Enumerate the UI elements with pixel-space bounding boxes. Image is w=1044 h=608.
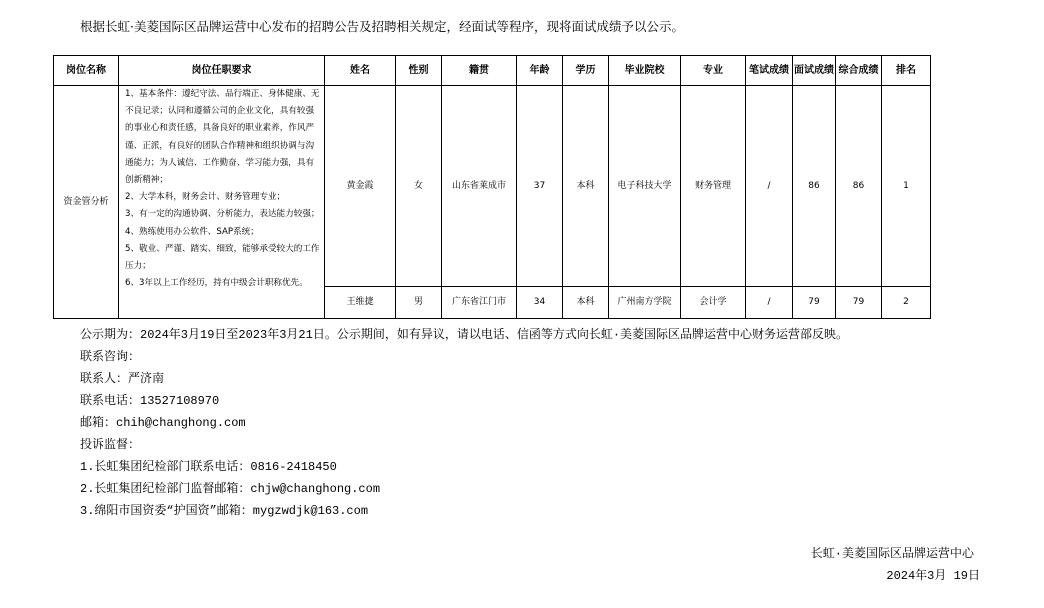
results-table xyxy=(53,55,931,319)
cell-total-score: 86 xyxy=(836,86,882,287)
cell-name: 王维捷 xyxy=(325,287,396,319)
cell-rank: 1 xyxy=(882,86,931,287)
contact-email: 邮箱：chih@changhong.com xyxy=(80,416,246,430)
header-age: 年龄 xyxy=(517,56,563,86)
header-total-score: 综合成绩 xyxy=(836,56,882,86)
cell-gender: 女 xyxy=(396,86,442,287)
header-interview-score: 面试成绩 xyxy=(793,56,836,86)
header-education: 学历 xyxy=(563,56,609,86)
header-name: 姓名 xyxy=(325,56,396,86)
cell-major: 财务管理 xyxy=(681,86,746,287)
cell-interview-score: 79 xyxy=(793,287,836,319)
cell-age: 34 xyxy=(517,287,563,319)
header-school: 毕业院校 xyxy=(609,56,681,86)
table-header-row xyxy=(54,56,931,86)
header-major: 专业 xyxy=(681,56,746,86)
requirement-item: 2、大学本科，财务会计、财务管理专业； xyxy=(125,192,286,203)
cell-written-score: / xyxy=(746,287,793,319)
contact-person: 联系人：严济南 xyxy=(80,372,165,386)
signature-date: 2024年3月 19日 xyxy=(886,569,980,583)
cell-name: 黄金霞 xyxy=(325,86,396,287)
cell-origin: 山东省莱成市 xyxy=(442,86,517,287)
cell-total-score: 79 xyxy=(836,287,882,319)
contact-phone: 联系电话：13527108970 xyxy=(80,394,220,408)
position-cell: 资金管分析 xyxy=(54,86,119,319)
requirement-item: 3、有一定的沟通协调、分析能力，表达能力较强； xyxy=(125,209,320,220)
requirements-cell xyxy=(119,86,325,319)
cell-gender: 男 xyxy=(396,287,442,319)
cell-major: 会计学 xyxy=(681,287,746,319)
complaint-item-3: 3.绵阳市国资委“护国资”邮箱：mygzwdjk@163.com xyxy=(80,504,369,518)
requirement-item: 6、3年以上工作经历，持有中级会计职称优先。 xyxy=(125,278,308,289)
cell-school: 广州南方学院 xyxy=(609,287,681,319)
intro-text: 根据长虹·美菱国际区品牌运营中心发布的招聘公告及招聘相关规定，经面试等程序，现将面试成绩予以公示。 xyxy=(80,19,684,34)
cell-rank: 2 xyxy=(882,287,931,319)
header-written-score: 笔试成绩 xyxy=(746,56,793,86)
cell-interview-score: 86 xyxy=(793,86,836,287)
complaint-item-2: 2.长虹集团纪检部门监督邮箱：chjw@changhong.com xyxy=(80,482,381,496)
cell-education: 本科 xyxy=(563,287,609,319)
cell-education: 本科 xyxy=(563,86,609,287)
requirement-item: 1、基本条件：遵纪守法、品行端正、身体健康、无不良记录；认同和遵循公司的企业文化，具有较强的事业心和责任感，具备良好的职业素养，作风严谨、正派，有良好的团队合作精神和组织协调与沟通能力；为人诚信、工作勤奋、学习能力强，具有创新精神； xyxy=(125,89,320,186)
requirement-item: 5、敬业、严谨、踏实、细致，能够承受较大的工作压力； xyxy=(125,243,320,272)
contact-title: 联系咨询： xyxy=(80,350,141,364)
header-gender: 性别 xyxy=(396,56,442,86)
header-position: 岗位名称 xyxy=(54,56,119,86)
complaint-title: 投诉监督： xyxy=(80,438,141,452)
cell-school: 电子科技大学 xyxy=(609,86,681,287)
header-origin: 籍贯 xyxy=(442,56,517,86)
header-rank: 排名 xyxy=(882,56,931,86)
cell-age: 37 xyxy=(517,86,563,287)
cell-origin: 广东省江门市 xyxy=(442,287,517,319)
notice-period: 公示期为：2024年3月19日至2023年3月21日。公示期间，如有异议，请以电话、信函等方式向长虹·美菱国际区品牌运营中心财务运营部反映。 xyxy=(80,328,849,342)
table-row xyxy=(54,86,931,287)
requirement-item: 4、熟练使用办公软件、SAP系统； xyxy=(125,226,259,237)
header-requirements: 岗位任职要求 xyxy=(119,56,325,86)
signature-org: 长虹·美菱国际区品牌运营中心 xyxy=(810,547,974,561)
cell-written-score: / xyxy=(746,86,793,287)
complaint-item-1: 1.长虹集团纪检部门联系电话：0816-2418450 xyxy=(80,460,337,474)
